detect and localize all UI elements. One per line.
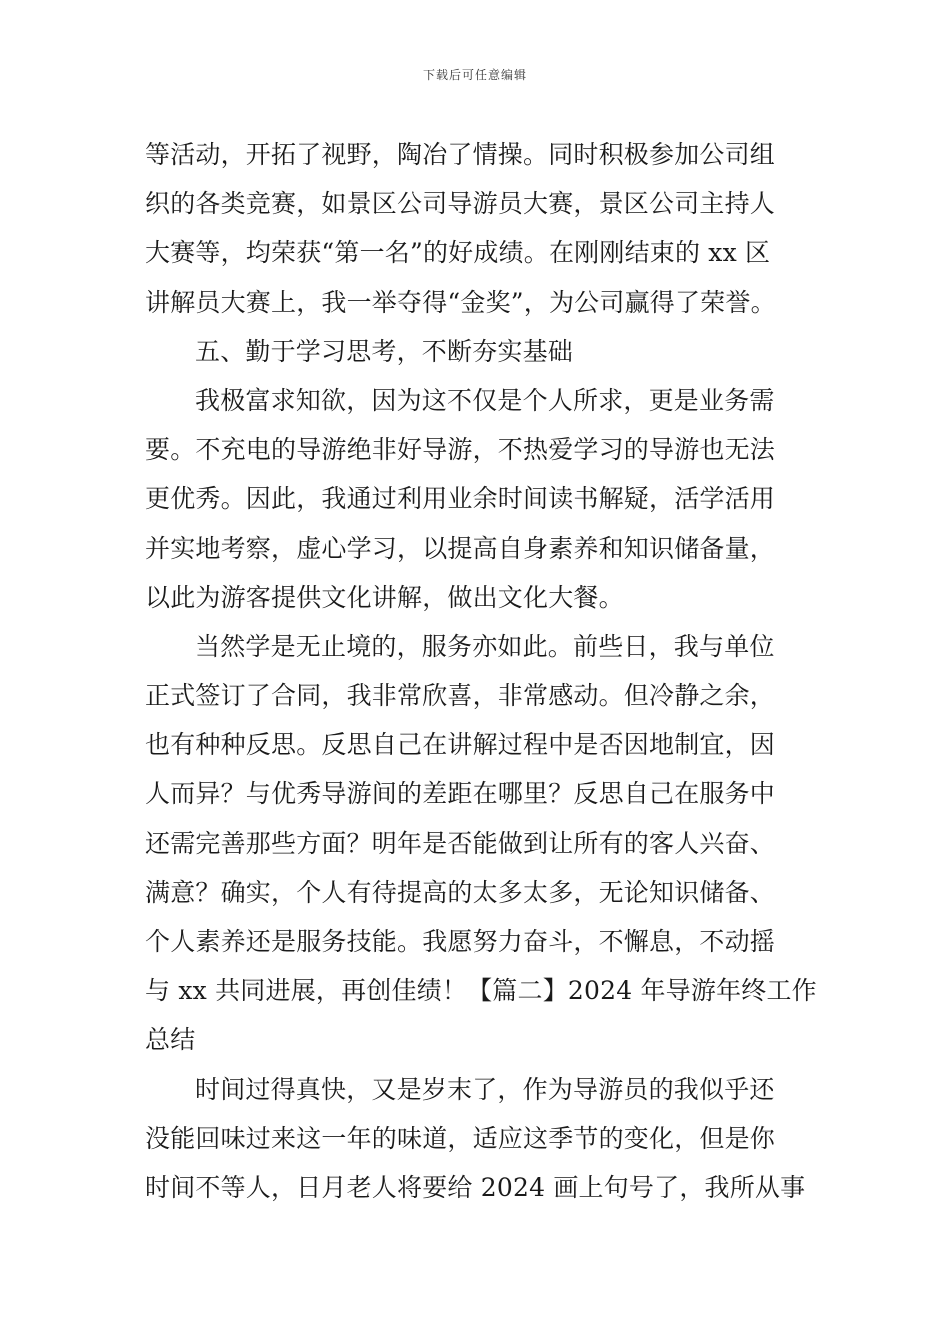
text-line: 并实地考察，虚心学习，以提高自身素养和知识储备量，: [145, 533, 776, 563]
text-line: 与 xx 共同进展，再创佳绩！【篇二】2024 年导游年终工作: [145, 976, 817, 1006]
page-header-note: 下载后可任意编辑: [422, 68, 527, 82]
text-line: 满意？确实，个人有待提高的太多太多，无论知识储备、: [145, 877, 776, 907]
text-line: 要。不充电的导游绝非好导游，不热爱学习的导游也无法: [145, 435, 776, 465]
text-line: 总结: [145, 1025, 196, 1055]
text-line: 人而异？与优秀导游间的差距在哪里？反思自己在服务中: [145, 779, 776, 809]
text-line: 讲解员大赛上，我一举夺得“金奖”，为公司赢得了荣誉。: [145, 287, 776, 317]
text-line: 更优秀。因此，我通过利用业余时间读书解疑，活学活用: [145, 484, 776, 514]
text-line: 没能回味过来这一年的味道，适应这季节的变化，但是你: [145, 1123, 776, 1153]
text-line: 织的各类竞赛，如景区公司导游员大赛，景区公司主持人: [145, 189, 776, 219]
section-heading: 五、勤于学习思考，不断夯实基础: [195, 336, 574, 366]
text-line: 时间过得真快，又是岁末了，作为导游员的我似乎还: [195, 1074, 775, 1104]
document-body: [145, 130, 815, 1212]
text-line: 还需完善那些方面？明年是否能做到让所有的客人兴奋、: [145, 828, 776, 858]
text-line: 正式签订了合同，我非常欣喜，非常感动。但冷静之余，: [145, 681, 776, 711]
text-line: 等活动，开拓了视野，陶冶了情操。同时积极参加公司组: [145, 140, 776, 169]
text-line: 以此为游客提供文化讲解，做出文化大餐。: [145, 582, 624, 612]
text-line: 大赛等，均荣获“第一名”的好成绩。在刚刚结束的 xx 区: [145, 238, 771, 268]
text-line: 个人素养还是服务技能。我愿努力奋斗，不懈息，不动摇: [145, 927, 776, 956]
text-line: 也有种种反思。反思自己在讲解过程中是否因地制宜，因: [145, 730, 776, 760]
text-line: 当然学是无止境的，服务亦如此。前些日，我与单位: [195, 631, 775, 661]
text-line: 我极富求知欲，因为这不仅是个人所求，更是业务需: [195, 385, 775, 415]
text-line: 时间不等人，日月老人将要给 2024 画上句号了，我所从事: [145, 1172, 806, 1202]
